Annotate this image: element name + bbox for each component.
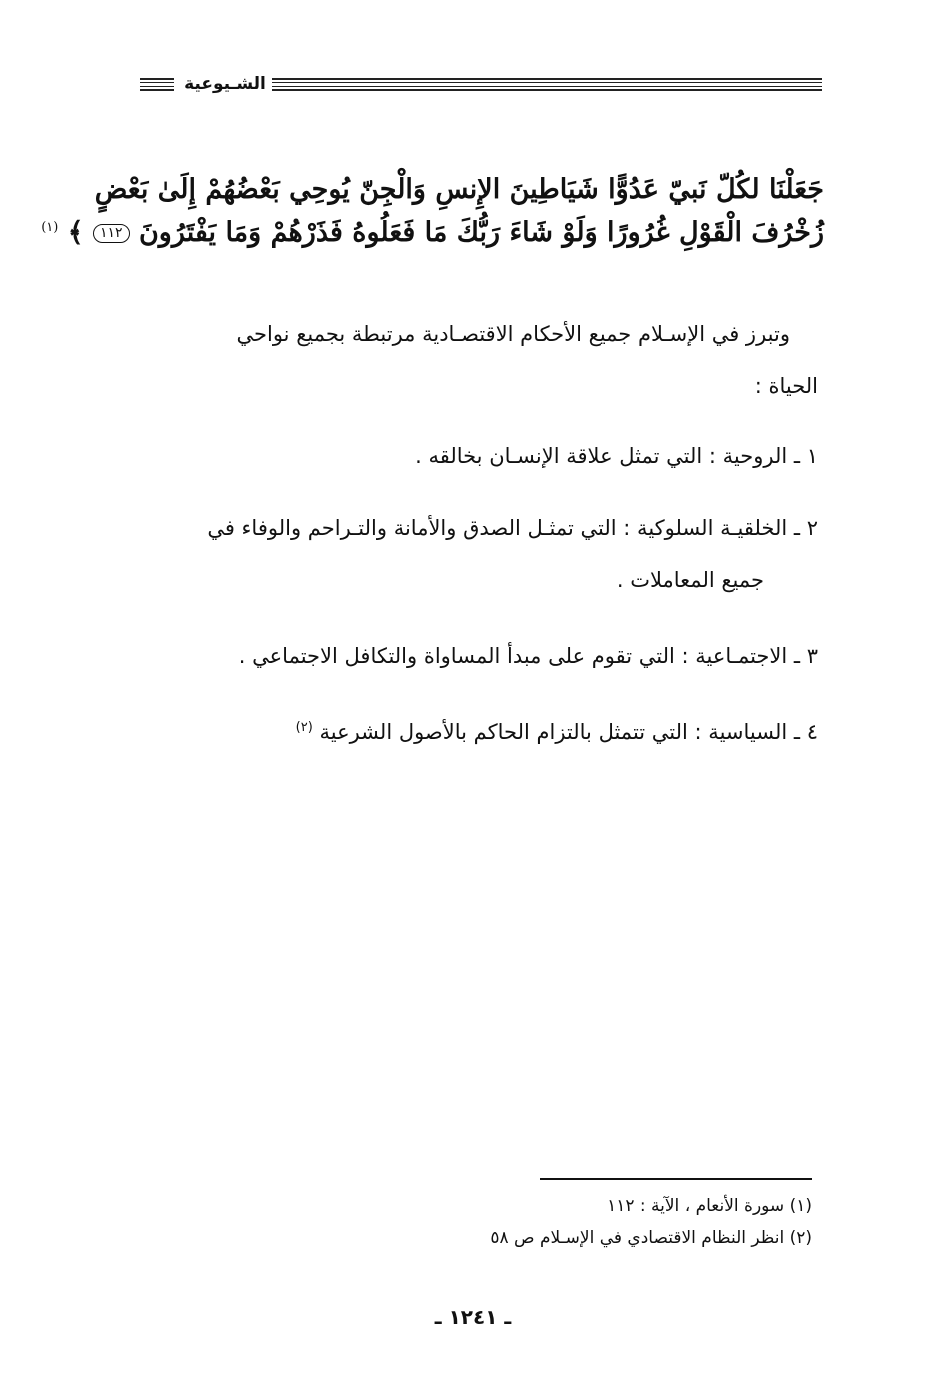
list-item-text: ٣ ـ الاجتمـاعية : التي تقوم على مبدأ المساواة والتكافل الاجتماعي . [238, 644, 818, 668]
header-rule-left [140, 78, 174, 94]
page-number: ـ ١٢٤١ ـ [434, 1305, 512, 1329]
intro-line-2: الحياة : [754, 374, 818, 398]
intro-paragraph [138, 318, 818, 402]
list-item [138, 640, 818, 672]
quran-line-1: جَعَلْنَا لكُلّ نَبيّ عَدُوًّا شَيَاطِينَ الإِنسِ وَالْجِنّ يُوحِي بَعْضُهُمْ إِلَىٰ بَعْضٍ [94, 174, 824, 205]
list-item [138, 440, 818, 472]
footnote-separator [540, 1178, 812, 1180]
list-item-text: ٢ ـ الخلقيـة السلوكية : التي تمثـل الصدق والأمانة والتـراحم والوفاء في [207, 516, 818, 540]
ayah-number-badge: ١١٢ [93, 224, 130, 243]
quran-line-2 [41, 211, 824, 254]
footnote-ref-1: (١) [41, 220, 59, 236]
footnotes [312, 1190, 812, 1254]
header-rule-right [272, 78, 822, 94]
list-item [138, 512, 818, 596]
footnote-ref-2: (٢) [295, 720, 313, 735]
quran-line-2-text: زُخْرُفَ الْقَوْلِ غُرُورًا وَلَوْ شَاءَ رَبُّكَ مَا فَعَلُوهُ فَذَرْهُمْ وَمَا يَفْتَرُونَ [138, 217, 824, 249]
list-item-text: ١ ـ الروحية : التي تمثل علاقة الإنسـان بخالقه . [415, 444, 818, 468]
running-header [140, 76, 822, 98]
header-title: الشـيوعية [184, 74, 266, 94]
footnote-1: (١) سورة الأنعام ، الآية : ١١٢ [607, 1196, 812, 1216]
list-item [138, 712, 818, 748]
quran-verse [41, 168, 824, 254]
intro-line-1: وتبرز في الإسـلام جميع الأحكام الاقتصـادية مرتبطة بجميع نواحي [236, 322, 790, 346]
list-item-text: ٤ ـ السياسية : التي تتمثل بالتزام الحاكم بالأصول الشرعية [319, 720, 818, 744]
footnote-2: (٢) انظر النظام الاقتصادي في الإسـلام ص ٥٨ [490, 1228, 812, 1248]
quran-closing-bracket: ﴾ [67, 217, 84, 249]
list-item-continuation: جميع المعاملات . [616, 568, 764, 592]
